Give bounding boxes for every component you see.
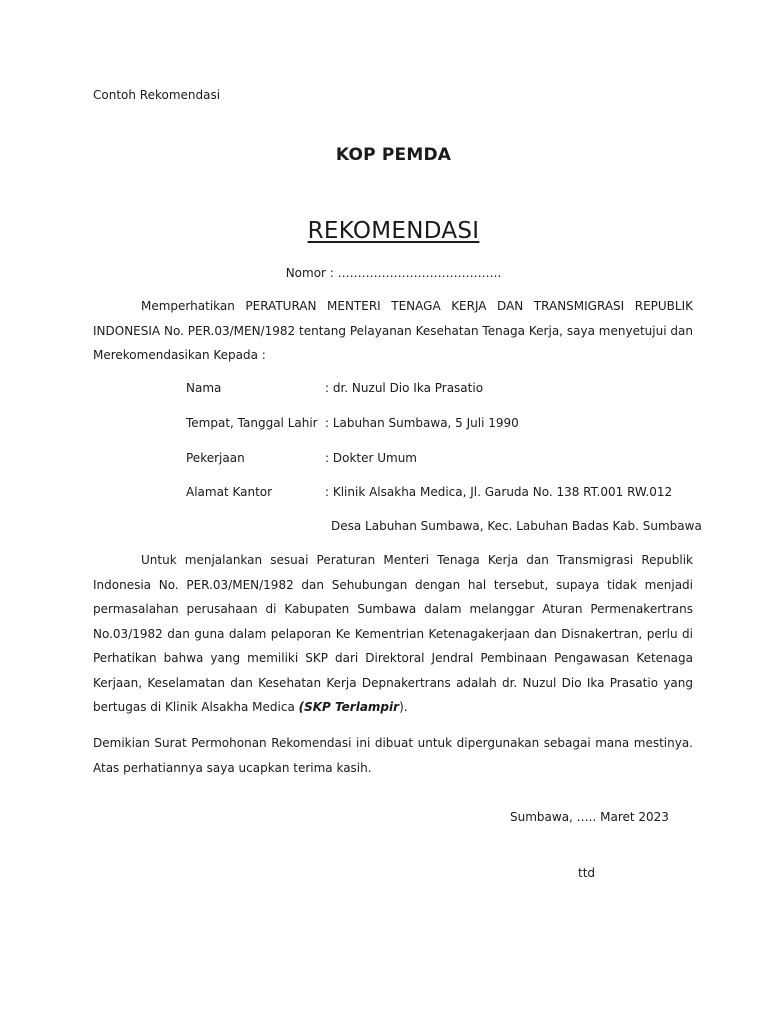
detail-row-birth <box>186 416 519 434</box>
opening-paragraph <box>93 294 693 368</box>
detail-value: : Labuhan Sumbawa, 5 Juli 1990 <box>325 416 519 430</box>
detail-value: : Klinik Alsakha Medica, Jl. Garuda No. 138 RT.001 RW.012 <box>325 485 673 499</box>
opening-paragraph-text: Memperhatikan PERATURAN MENTERI TENAGA KERJA DAN TRANSMIGRASI REPUBLIK INDONESIA No. PER.03/MEN/1982 tentang Pelayanan Kesehatan Tenaga Kerja, saya menyetujui dan Merekomendasikan Kepada : <box>93 299 693 362</box>
signature-date: Sumbawa, ….. Maret 2023 <box>510 810 669 824</box>
detail-label: Pekerjaan <box>186 451 245 465</box>
detail-row-occupation <box>186 451 417 469</box>
closing-paragraph: Demikian Surat Permohonan Rekomendasi ini dibuat untuk dipergunakan sebagai mana mestinya. Atas perhatiannya saya ucapkan terima kasih. <box>93 736 693 775</box>
body-paragraph <box>93 548 693 720</box>
letterhead-placeholder: KOP PEMDA <box>335 145 452 165</box>
document-caption: Contoh Rekomendasi <box>93 88 221 102</box>
signature-ttd: ttd <box>578 866 596 880</box>
address-continuation: Desa Labuhan Sumbawa, Kec. Labuhan Badas Kab. Sumbawa <box>331 519 702 533</box>
body-paragraph-end: ). <box>399 700 408 714</box>
document-number: Nomor : ………………………………….. <box>285 266 502 280</box>
skp-note: (SKP Terlampir <box>298 700 400 714</box>
detail-label: Nama <box>186 381 222 395</box>
detail-row-nama <box>186 381 483 399</box>
detail-row-office-address <box>186 485 672 503</box>
detail-label: Alamat Kantor <box>186 485 273 499</box>
body-paragraph-text: Untuk menjalankan sesuai Peraturan Menteri Tenaga Kerja dan Transmigrasi Republik Indonesia No. PER.03/MEN/1982 dan Sehubungan dengan hal tersebut, supaya tidak menjadi permasalahan perusahaan di Kabupaten Sumbawa dalam melanggar Aturan Permenakertrans No.03/1982 dan guna dalam pelaporan Ke Kementrian Ketenagakerjaan dan Disnakertran, perlu di Perhatikan bahwa yang memiliki SKP dari Direktoral Jendral Pembinaan Pengawasan Ketenaga Kerjaan, Keselamatan dan Kesehatan Kerja Depnakertrans adalah dr. Nuzul Dio Ika Prasatio yang bertugas di Klinik Alsakha Medica <box>93 553 693 714</box>
detail-value: : dr. Nuzul Dio Ika Prasatio <box>325 381 484 395</box>
document-title: REKOMENDASI <box>307 218 480 244</box>
detail-value: : Dokter Umum <box>325 451 417 465</box>
detail-label: Tempat, Tanggal Lahir <box>186 416 318 430</box>
